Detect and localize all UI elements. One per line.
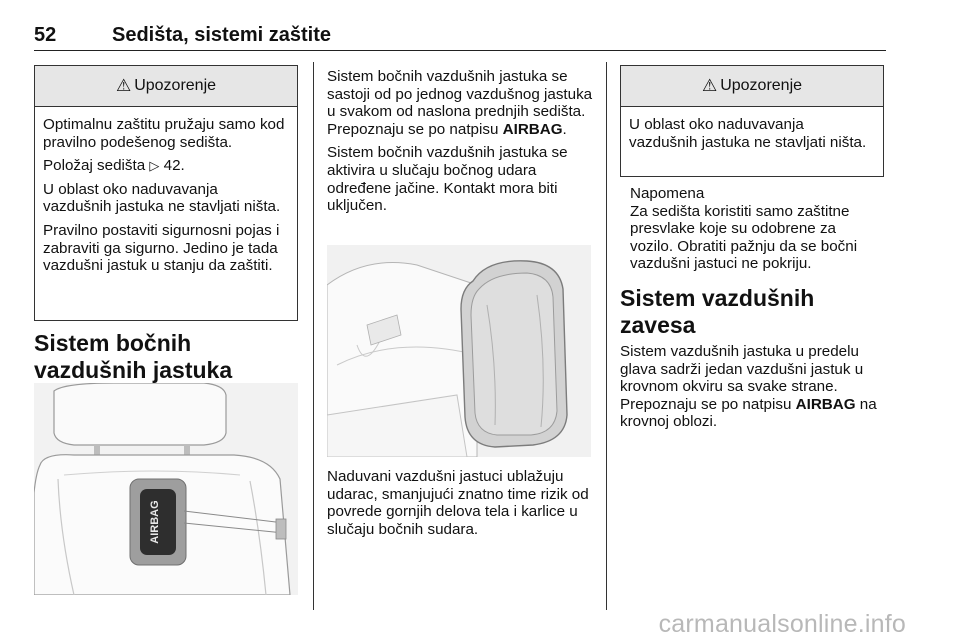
warning-title: Upozorenje: [134, 77, 217, 94]
paragraph: Sistem bočnih vazdušnih jastuka se aktivira u slučaju bočnog udara određene jačine. Kontakt mora biti uključen.: [327, 144, 568, 215]
warning-text: U oblast oko naduvavanja vazdušnih jastuka ne stavljati ništa.: [629, 116, 867, 151]
column-2-top-text: [327, 68, 595, 221]
section-title: Sedišta, sistemi zaštite: [112, 24, 331, 46]
airbag-label-text: AIRBAG: [149, 500, 161, 544]
note-title: Napomena: [630, 185, 705, 202]
paragraph: Sistem vazdušnih jastuka u predelu glava sadrži jedan vazdušni jastuk u krovnom okviru sa svake strane.: [620, 343, 864, 396]
warning-header: [35, 66, 297, 107]
warning-text: Pravilno postaviti sigurnosni pojas i zabraviti ga sigurno. Jedino je tada vazdušni jastuk u stanju da zaštiti.: [43, 221, 280, 275]
paragraph: Naduvani vazdušni jastuci ublažuju udarac, smanjujući znatno time rizik od povrede gornjih delova tela i karlice u slučaju bočnih sudara.: [327, 468, 589, 538]
page-header: [34, 24, 886, 50]
warning-box: [620, 65, 884, 177]
section-heading: Sistem vazdušnih zavesa: [620, 285, 815, 338]
column-2-bottom-text: [327, 468, 595, 544]
paragraph: [327, 68, 595, 138]
paragraph-text: Prepoznaju se po natpisu: [620, 395, 792, 413]
airbag-illustration: [327, 245, 591, 457]
punctuation: .: [562, 120, 567, 138]
warning-body: [621, 107, 883, 151]
note-text: Za sedišta koristiti samo zaštitne presvlake koje su odobrene za vozilo. Obratiti pažnju da se bočni vazdušni jastuci ne pokriju.: [630, 202, 858, 273]
header-rule: [34, 50, 886, 51]
warning-text: [43, 157, 289, 175]
paragraph-text: Sistem bočnih vazdušnih jastuka se sastoji od po jednog vazdušnog jastuka u svakom od naslona prednjih sedišta. Prepoznaju se po natpisu: [327, 68, 593, 138]
seat-airbag-label-figure: [34, 383, 298, 595]
column-divider: [313, 62, 314, 610]
paragraph: [620, 396, 888, 431]
warning-box: [34, 65, 298, 321]
page-reference-icon: ▷: [149, 158, 160, 174]
warning-triangle-icon: ⚠: [115, 76, 132, 95]
warning-header: [621, 66, 883, 107]
column-3-section: [620, 285, 888, 437]
warning-title: Upozorenje: [720, 77, 803, 94]
inflated-airbag-figure: [327, 245, 591, 457]
airbag-label-reference: AIRBAG: [795, 395, 856, 413]
warning-body: [35, 107, 297, 275]
paragraph-text: na krovnoj oblozi.: [620, 395, 877, 431]
warning-text: U oblast oko naduvavanja vazdušnih jastuka ne stavljati ništa.: [43, 180, 281, 216]
seat-illustration: [34, 383, 298, 595]
warning-text: Optimalnu zaštitu pružaju samo kod pravilno podešenog sedišta.: [43, 116, 285, 151]
warning-triangle-icon: ⚠: [701, 76, 718, 95]
airbag-label-reference: AIRBAG: [502, 120, 563, 138]
column-1-heading: [34, 330, 304, 384]
page-number: 52: [34, 24, 57, 46]
section-heading: Sistem bočnih vazdušnih jastuka: [34, 330, 233, 383]
column-divider: [606, 62, 607, 610]
seat-position-text: Položaj sedišta: [43, 157, 146, 175]
note-block: [630, 185, 882, 279]
page-reference[interactable]: 42.: [163, 157, 185, 175]
watermark: carmanualsonline.info: [658, 610, 906, 638]
